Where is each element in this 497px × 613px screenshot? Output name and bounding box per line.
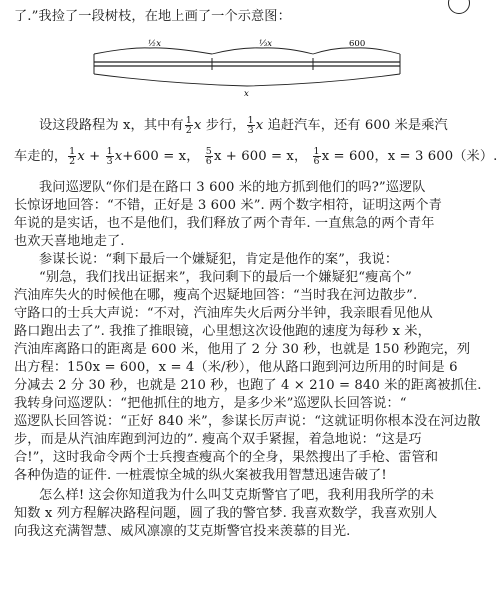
text-line-equation: 车走的， $\frac{1}{2}$ x + $\frac{1}{3}$ x+600 = x， $\frac{5}{6}$ x + 600 = x， $\frac{1}{6}$ x = 600，x = 3 600（米）. (14, 146, 497, 167)
text-line: 守路口的士兵大声说：“不对，汽油库失火后两分半钟，我亲眼看见他从 (14, 306, 433, 321)
text-line: 巡逻队长回答说：“正好 840 米”，参谋长厉声说：“这就证明你根本没在河边散 (14, 414, 481, 429)
path-diagram (0, 38, 462, 98)
text-line: 怎么样! 这会你知道我为什么叫艾克斯警官了吧，我利用我所学的未 (39, 488, 435, 503)
fraction: $\frac{1}{2}$ (185, 115, 192, 136)
text-line: 年说的是实话，也不是他们，我们释放了两个青年. 一直焦急的两个青年 (14, 216, 435, 231)
brace-total (94, 74, 400, 86)
text-line: “别急，我们找出证据来”，我问剩下的最后一个嫌疑犯“瘦高个” (39, 270, 412, 285)
text-line: 合!”，这时我命令两个士兵搜查瘦高个的全身，果然搜出了手枪、雷管和 (14, 450, 439, 465)
text-line: 步，而是从汽油库跑到河边的”. 瘦高个双手紧握，着急地说：“这是巧 (14, 432, 422, 447)
text-line: 参谋长说：“剩下最后一个嫌疑犯，肯定是他作的案”，我说： (39, 252, 399, 267)
fraction: $\frac{1}{3}$ (247, 115, 254, 136)
label-half: ½x (148, 39, 162, 49)
text-line: 各种伪造的证件. 一桩震惊全城的纵火案被我用智慧迅速告破了! (14, 468, 387, 483)
text-line: 出方程：150x = 600，x = 4（米/秒），他从路口跑到河边所用的时间是 6 (14, 360, 458, 375)
text-line: 也欢天喜地地走了. (14, 234, 125, 249)
fraction: $\frac{1}{2}$ (69, 146, 76, 167)
label-third: ⅓x (259, 39, 273, 49)
text-line: 路口跑出去了”. 我推了推眼镜，心里想这次设他跑的速度为每秒 x 米， (14, 324, 431, 339)
label-600: 600 (349, 39, 366, 49)
text-line: 向我这充满智慧、威风凛凛的艾克斯警官投来羡慕的目光. (14, 524, 351, 539)
text-line: 分减去 2 分 30 秒，也就是 210 秒，也跑了 4 × 210 = 840 米的距离被抓住. (14, 378, 482, 393)
fraction: $\frac{5}{6}$ (205, 146, 212, 167)
text-line: 我转身问巡逻队：“把他抓住的地方，是多少米”巡逻队长回答说：“ (14, 396, 407, 411)
text-line: 汽油库失火的时候他在哪，瘦高个迟疑地回答：“当时我在河边散步”. (14, 288, 418, 303)
text-line-fractions: 设这段路程为 x，其中有 $\frac{1}{2}$ x 步行， $\frac{1}{3}$ x 追赶汽车，还有 600 米是乘汽 (39, 115, 448, 136)
fraction: $\frac{1}{3}$ (106, 146, 113, 167)
label-total: x (244, 89, 249, 99)
text-line: 了.”我捡了一段树枝，在地上画了一个示意图： (14, 9, 291, 24)
fraction: $\frac{1}{6}$ (313, 146, 320, 167)
text-line: 知数 x 列方程解决路程问题，圆了我的警官梦. 我喜欢数学，我喜欢别人 (14, 506, 438, 521)
text-line: 长惊讶地回答：“不错，正好是 3 600 米”. 两个数字相符，证明这两个青 (14, 198, 442, 213)
text-line: 汽油库离路口的距离是 600 米，他用了 2 分 30 秒，也就是 150 秒跑完，列 (14, 342, 471, 357)
text-line: 我问巡逻队“你们是在路口 3 600 米的地方抓到他们的吗?”巡逻队 (39, 180, 426, 195)
